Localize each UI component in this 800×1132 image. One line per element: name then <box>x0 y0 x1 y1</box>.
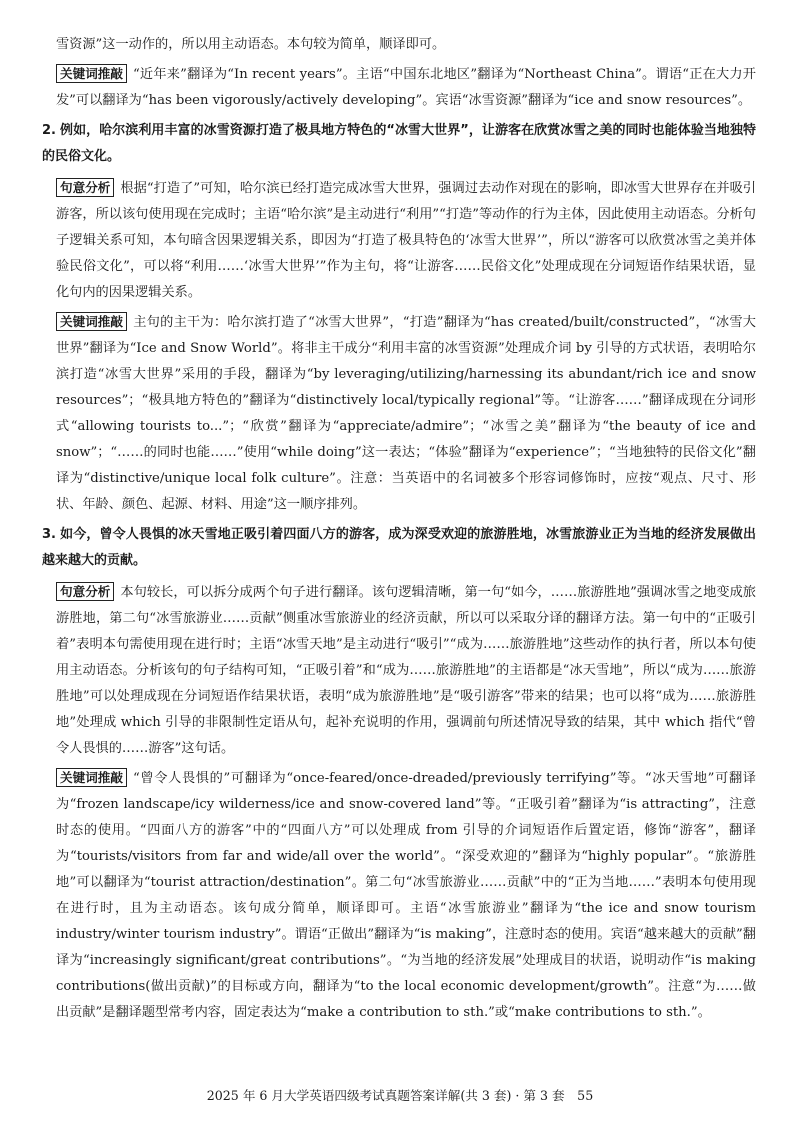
intro-paragraph: 雪资源”这一动作的，所以用主动语态。本句较为简单，顺译即可。 <box>56 37 446 52</box>
question-number: 3. <box>42 527 56 542</box>
analysis-tag: 句意分析 <box>56 582 114 601</box>
question-text: 例如，哈尔滨利用丰富的冰雪资源打造了极具地方特色的“冰雪大世界”，让游客在欣赏冰雪之美的同时也能体验当地独特的民俗文化。 <box>42 123 756 164</box>
keyword-tag: 关键词推敲 <box>56 768 127 787</box>
question-2 <box>42 118 756 170</box>
page-footer: 2025 年 6 月大学英语四级考试真题答案详解(共 3 套) · 第 3 套 55 <box>206 1088 594 1103</box>
keyword-text: “曾令人畏惧的”可翻译为“once-feared/once-dreaded/previously terrifying”等。“冰天雪地”可翻译为“frozen landscape/icy wilderness/ice and snow-covered land”等。“正吸引着”翻译为“is attracting”，注意时态的使用。“四面八方的游客”中的“四面八方”可以处理成 from 引导的介词短语作后置定语，修饰“游客”，翻译为“tourists/visitors from far and wide/all over the world”。“深受欢迎的”翻译为“highly popular”。“旅游胜地”可以翻译为“tourist attraction/destination”。第二句“冰雪旅游业……贡献”中的“正为当地……”表明本句使用现在进行时，且为主动语态。该句成分简单，顺译即可。主语“冰雪旅游业”翻译为“the ice and snow tourism industry/winter tourism industry”。谓语“正做出”翻译为“is making”，注意时态的使用。宾语“越来越大的贡献”翻译为“increasingly significant/great contributions”。“为当地的经济发展”处理成目的状语，说明动作“is making contributions(做出贡献)”的目标或方向，翻译为“to the local economic development/growth”。注意“为……做出贡献”是翻译题型常考内容，固定表达为“make a contribution to sth.”或“make contributions to sth.”。 <box>56 771 756 1020</box>
keyword-tag: 关键词推敲 <box>56 64 127 83</box>
analysis-tag: 句意分析 <box>56 178 114 197</box>
analysis-text: 本句较长，可以拆分成两个句子进行翻译。该句逻辑清晰，第一句“如今，……旅游胜地”强调冰雪之地变成旅游胜地，第二句“冰雪旅游业……贡献”侧重冰雪旅游业的经济贡献，所以可以采取分译的翻译方法。第一句中的“正吸引着”表明本句需使用现在进行时；主语“冰雪天地”是主动进行“吸引”“成为……旅游胜地”这些动作的执行者，所以本句使用主动语态。分析该句的句子结构可知，“正吸引着”和“成为……旅游胜地”的主语都是“冰天雪地”，所以“成为……旅游胜地”可以处理成现在分词短语作结果状语，表明“成为旅游胜地”是“吸引游客”带来的结果；也可以将“成为……旅游胜地”处理成 which 引导的非限制性定语从句，起补充说明的作用，强调前句所述情况导致的结果，其中 which 指代“曾令人畏惧的……游客”这句话。 <box>56 585 756 756</box>
question-3 <box>42 522 756 574</box>
keyword-tag: 关键词推敲 <box>56 312 127 331</box>
analysis-paragraph-3 <box>56 580 756 762</box>
keyword-text: “近年来”翻译为“In recent years”。主语“中国东北地区”翻译为“Northeast China”。谓语“正在大力开发”可以翻译为“has been vigorously/actively developing”。宾语“冰雪资源”翻译为“ice and snow resources”。 <box>56 67 756 108</box>
keyword-text: 主句的主干为：哈尔滨打造了“冰雪大世界”，“打造”翻译为“has created/built/constructed”，“冰雪大世界”翻译为“Ice and Snow World”。将非主干成分“利用丰富的冰雪资源”处理成介词 by 引导的方式状语，表明哈尔滨打造“冰雪大世界”采用的手段，翻译为“by leveraging/utilizing/harnessing its abundant/rich ice and snow resources”；“极具地方特色的”翻译为“distinctively local/typically regional”等。“让游客……”翻译成现在分词形式“allowing tourists to...”；“欣赏”翻译为“appreciate/admire”；“冰雪之美”翻译为“the beauty of ice and snow”；“……的同时也能……”使用“while doing”这一表达；“体验”翻译为“experience”；“当地独特的民俗文化”翻译为“distinctive/unique local folk culture”。注意：当英语中的名词被多个形容词修饰时，应按“观点、尺寸、形状、年龄、颜色、起源、材料、用途”这一顺序排列。 <box>56 315 756 512</box>
question-text: 如今，曾令人畏惧的冰天雪地正吸引着四面八方的游客，成为深受欢迎的旅游胜地，冰雪旅游业正为当地的经济发展做出越来越大的贡献。 <box>42 527 756 568</box>
analysis-paragraph-2 <box>56 176 756 306</box>
analysis-text: 根据“打造了”可知，哈尔滨已经打造完成冰雪大世界，强调过去动作对现在的影响，即冰雪大世界存在并吸引游客，所以该句使用现在完成时；主语“哈尔滨”是主动进行“利用”“打造”等动作的行为主体，因此使用主动语态。分析句子逻辑关系可知，本句暗含因果逻辑关系，即因为“打造了极具特色的‘冰雪大世界’”，所以“游客可以欣赏冰雪之美并体验民俗文化”，可以将“利用……‘冰雪大世界’”作为主句，将“让游客……民俗文化”处理成现在分词短语作结果状语，显化句内的因果逻辑关系。 <box>56 181 756 300</box>
keyword-paragraph-3 <box>56 766 756 1026</box>
keyword-paragraph-2 <box>56 310 756 518</box>
keyword-paragraph-1 <box>56 62 756 114</box>
question-number: 2. <box>42 123 56 138</box>
